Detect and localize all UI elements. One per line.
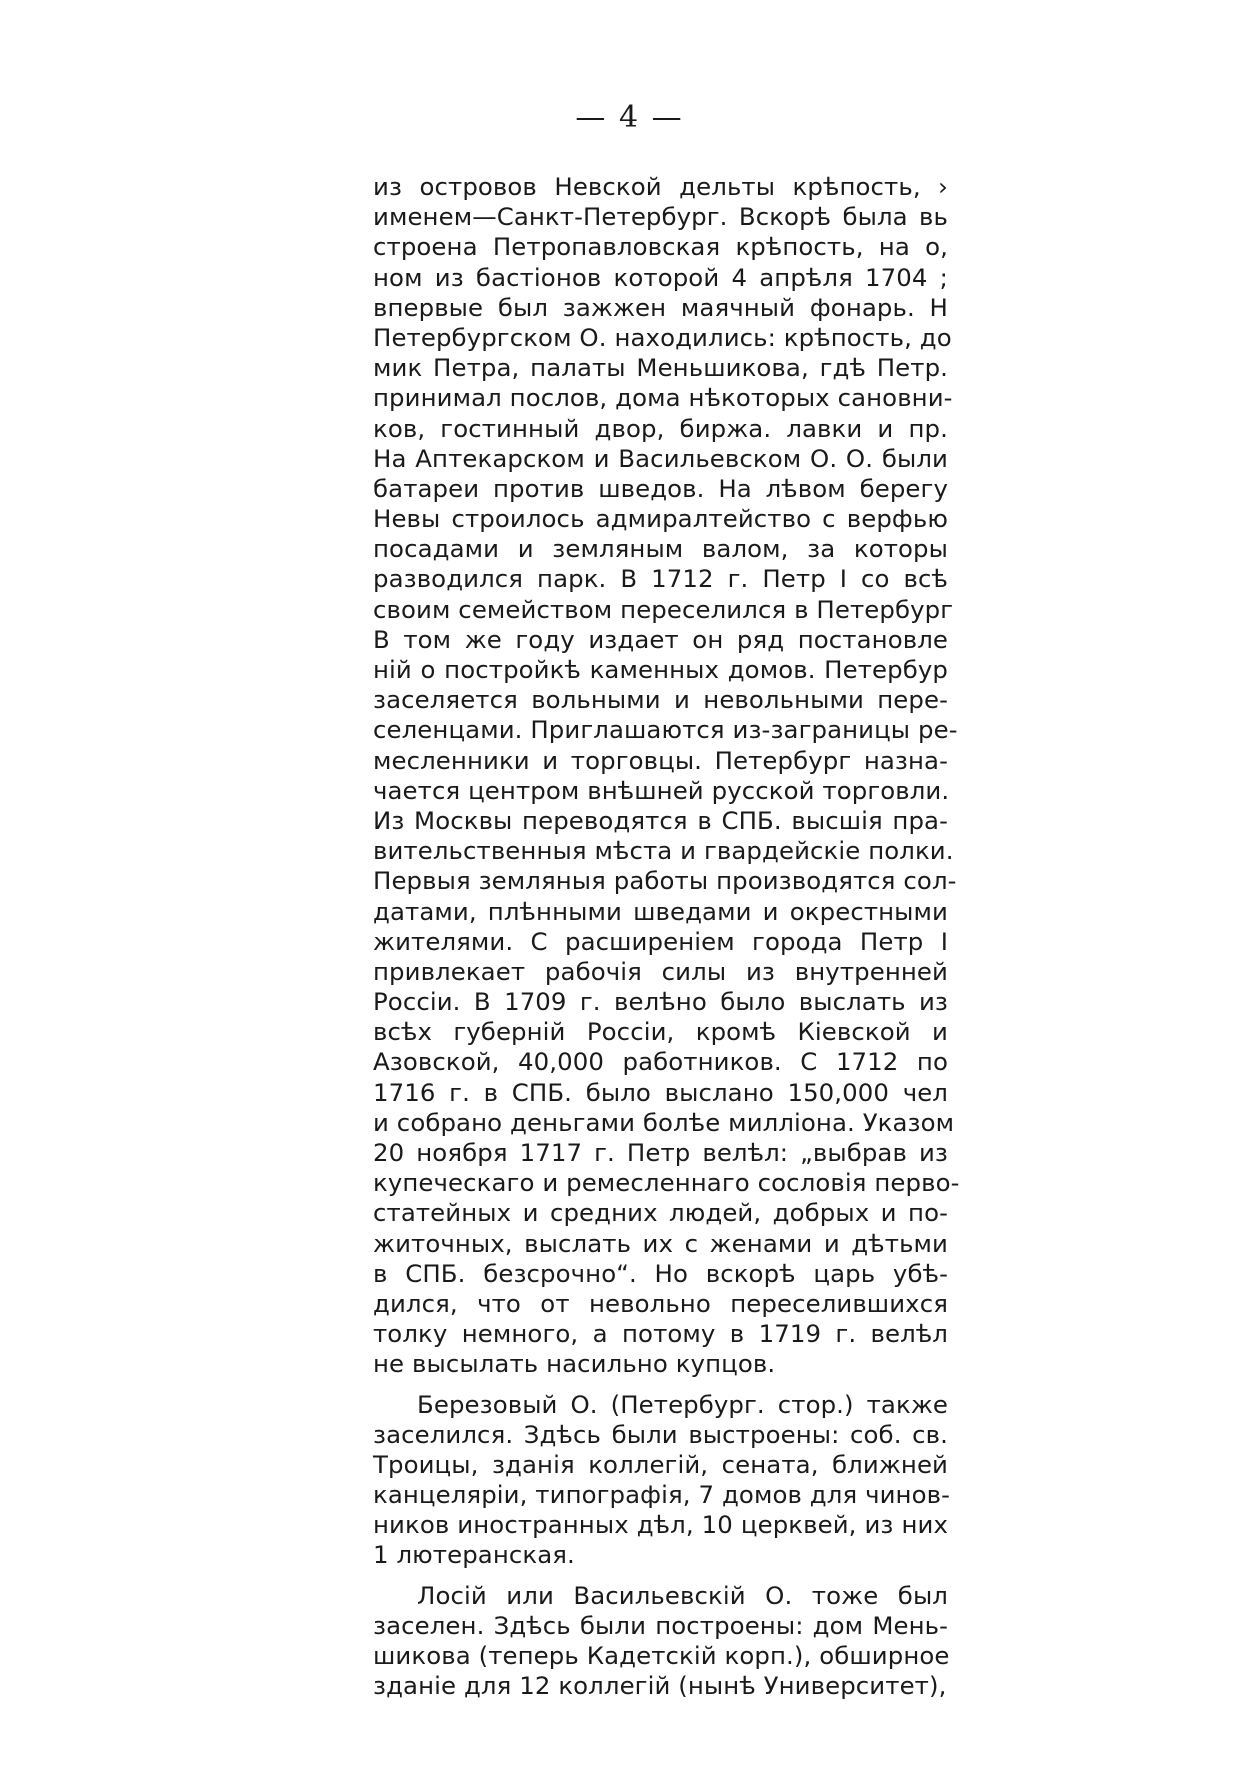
text-line: строена Петропавловская крѣпость, на о, <box>373 232 948 262</box>
text-line: впервые был зажжен маячный фонарь. Н <box>373 292 948 322</box>
text-line: Троицы, зданiя коллегiй, сената, ближней <box>373 1449 948 1479</box>
text-line: Невы строилось адмиралтейство с верфью <box>373 504 948 534</box>
text-line: своим семейством переселился в Петербург <box>373 594 954 624</box>
text-line: житочных, выслать их с женами и дѣтьми <box>373 1228 948 1258</box>
text-line: и собрано деньгами болѣе миллiона. Указом <box>373 1107 955 1137</box>
text-line: вительственныя мѣста и гвардейскiе полки. <box>373 836 954 866</box>
text-line: 1716 г. в СПБ. было выслано 150,000 чел <box>373 1077 948 1107</box>
text-line: ном из бастiонов которой 4 апрѣля 1704 ; <box>373 262 948 292</box>
text-line: мик Петра, палаты Меньшикова, гдѣ Петр. <box>373 353 948 383</box>
text-line: принимал послов, дома нѣкоторых сановни- <box>373 383 953 413</box>
text-line: 1 лютеранская. <box>373 1540 575 1570</box>
text-line: ников иностранных дѣл, 10 церквей, из них <box>373 1510 948 1540</box>
paragraph-gap <box>373 1571 948 1581</box>
text-line: в СПБ. безсрочно“. Но вскорѣ царь убѣ- <box>373 1258 948 1288</box>
text-line: толку немного, а потому в 1719 г. велѣл <box>373 1319 948 1349</box>
text-line: из островов Невской дельты крѣпость, › <box>373 172 948 201</box>
text-line: ков, гостинный двор, биржа. лавки и пр. <box>373 413 948 443</box>
text-line: В том же году издает он ряд постановле <box>373 624 948 654</box>
text-line: статейных и средних людей, добрых и по- <box>373 1198 948 1228</box>
paragraph-gap <box>373 1380 948 1390</box>
text-line: именем—Санкт-Петербург. Вскорѣ была вь <box>373 202 948 232</box>
text-line: посадами и земляным валом, за которы <box>373 534 948 564</box>
paragraph-2 <box>373 1390 948 1571</box>
page-number: — 4 — <box>575 100 684 135</box>
text-line: Из Москвы переводятся в СПБ. высшiя пра- <box>373 805 948 835</box>
text-line: месленники и торговцы. Петербург назна- <box>373 745 948 775</box>
text-line: Лосiй или Васильевскiй О. тоже был <box>417 1580 948 1610</box>
text-line: шикова (теперь Кадетскiй корп.), обширное <box>373 1641 950 1670</box>
text-line: дился, что от невольно переселившихся <box>373 1288 948 1318</box>
text-line: нiй о постройкѣ каменных домов. Петербур <box>373 655 948 684</box>
text-line: Россiи. В 1709 г. велѣно было выслать из <box>373 987 948 1017</box>
text-line: 20 ноября 1717 г. Петр велѣл: „выбрав из <box>373 1138 948 1167</box>
text-line: разводился парк. В 1712 г. Петр I со всѣ <box>373 564 948 594</box>
text-line: привлекает рабочiя силы из внутренней <box>373 956 948 986</box>
text-line: купеческаго и ремесленнаго сословiя перво- <box>373 1168 960 1198</box>
text-line: Первыя земляныя работы производятся сол- <box>373 866 957 896</box>
paragraph-1 <box>373 172 960 1380</box>
text-line: Петербургском О. находились: крѣпость, до <box>373 322 952 352</box>
text-line: зданiе для 12 коллегiй (нынѣ Университет), <box>373 1671 947 1701</box>
text-line: датами, плѣнными шведами и окрестными <box>373 896 948 926</box>
text-column <box>373 172 960 1701</box>
text-line: селенцами. Приглашаются из-заграницы ре- <box>373 715 958 745</box>
text-line: батареи против шведов. На лѣвом берегу <box>373 473 948 503</box>
text-line: заселился. Здѣсь были выстроены: соб. св. <box>373 1419 948 1449</box>
text-line: всѣх губернiй Россiи, кромѣ Кiевской и <box>373 1017 948 1047</box>
text-line: чается центром внѣшней русской торговли. <box>373 775 950 805</box>
text-line: жителями. С расширенiем города Петр I <box>373 926 948 956</box>
text-line: Азовской, 40,000 работников. С 1712 по <box>373 1047 948 1077</box>
text-line: заселяется вольными и невольными пере- <box>373 685 948 715</box>
text-line: не высылать насильно купцов. <box>373 1349 776 1379</box>
paragraph-3 <box>373 1581 948 1702</box>
text-line: канцелярiи, типографiя, 7 домов для чинов- <box>373 1480 950 1510</box>
text-line: На Аптекарском и Васильевском О. О. были <box>373 443 948 473</box>
text-line: заселен. Здѣсь были построены: дом Мень- <box>373 1610 948 1640</box>
text-line: Березовый О. (Петербург. стор.) также <box>417 1389 948 1419</box>
